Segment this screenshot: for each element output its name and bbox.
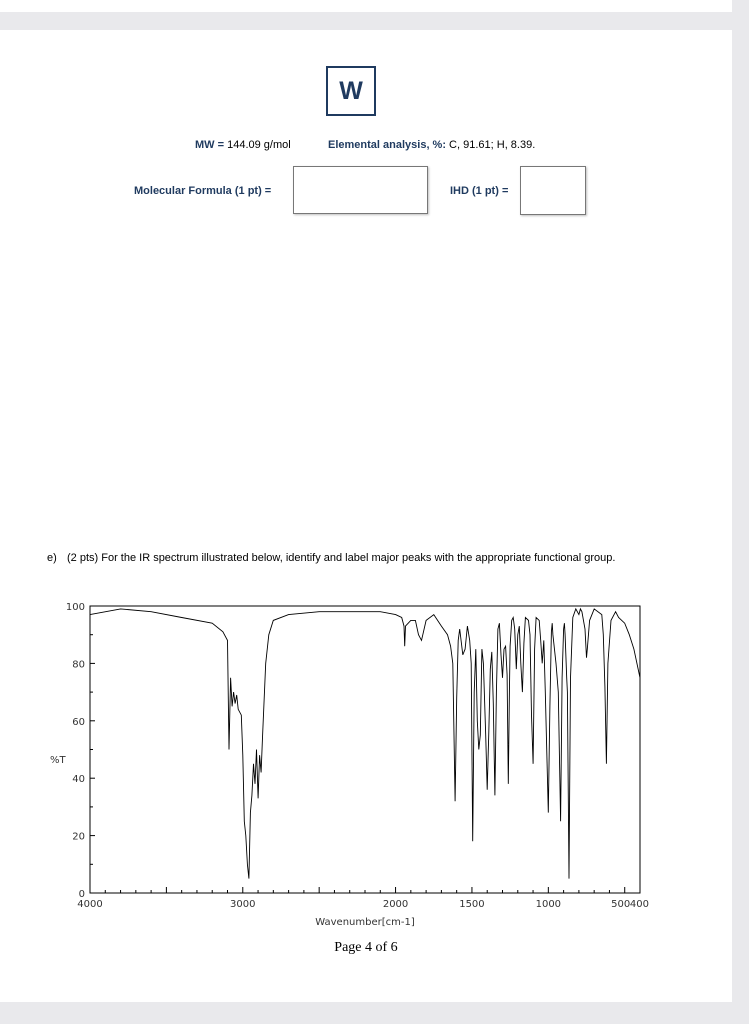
- ihd-input[interactable]: [520, 166, 586, 215]
- scrollbar-track[interactable]: [735, 0, 749, 1024]
- x-tick-label: 500: [611, 899, 631, 910]
- mw-value: 144.09 g/mol: [227, 139, 291, 151]
- previous-page-edge: [0, 0, 732, 12]
- ir-spectrum-chart: [40, 595, 660, 940]
- question-e: [47, 551, 667, 565]
- compound-label-box: W: [326, 66, 376, 116]
- x-tick-label: 3000: [230, 899, 256, 910]
- y-tick-label: 20: [72, 831, 85, 843]
- x-axis-label: Wavenumber[cm-1]: [315, 917, 415, 928]
- elemental-label: Elemental analysis, %:: [328, 139, 446, 151]
- molecular-formula-label: Molecular Formula (1 pt) =: [134, 185, 272, 197]
- page-number: Page 4 of 6: [334, 940, 398, 955]
- y-tick-label: 40: [72, 774, 85, 786]
- x-tick-label: 4000: [77, 899, 103, 910]
- x-tick-label: 1500: [459, 899, 485, 910]
- elemental-analysis: [328, 139, 535, 151]
- y-axis-label: %T: [50, 755, 66, 766]
- x-tick-label: 400: [629, 899, 649, 910]
- y-tick-label: 80: [72, 659, 85, 671]
- mw-label: MW =: [195, 139, 228, 151]
- y-tick-label: 0: [78, 889, 85, 900]
- molecular-weight: [195, 139, 291, 151]
- plot-frame: [90, 606, 640, 893]
- molecular-formula-input[interactable]: [293, 166, 428, 214]
- y-tick-label: 100: [65, 602, 85, 613]
- x-tick-label: 1000: [535, 899, 562, 910]
- elemental-value: C, 91.61; H, 8.39.: [446, 139, 536, 151]
- ir-spectrum-line: [90, 609, 640, 879]
- question-label: e): [47, 552, 57, 564]
- y-tick-label: 60: [72, 716, 85, 728]
- document-page: [0, 30, 732, 1002]
- question-text: (2 pts) For the IR spectrum illustrated below, identify and label major peaks with the appropriate functional group.: [67, 552, 616, 564]
- x-tick-label: 2000: [382, 899, 409, 910]
- ihd-label: IHD (1 pt) =: [450, 185, 509, 197]
